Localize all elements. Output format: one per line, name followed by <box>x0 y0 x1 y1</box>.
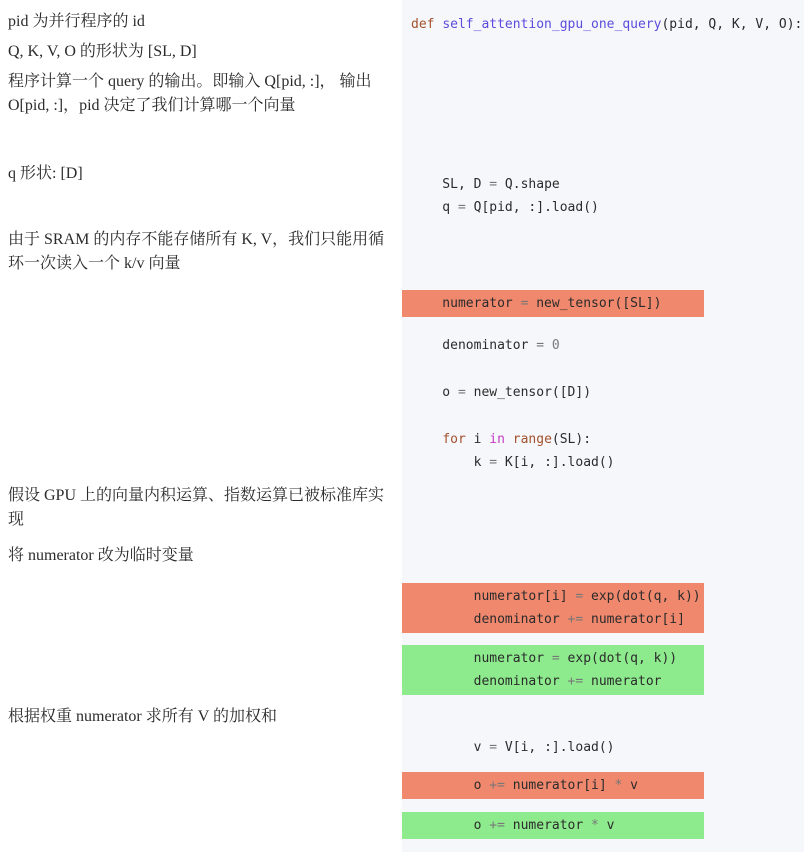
code-token <box>411 432 442 447</box>
code-block <box>402 333 560 358</box>
code-token: v <box>622 778 638 793</box>
code-token: = <box>457 385 466 400</box>
code-token: numerator <box>504 818 592 833</box>
code-line <box>411 814 704 837</box>
code-token: numerator <box>411 296 521 311</box>
code-line <box>411 173 599 196</box>
code-token: = <box>457 200 466 215</box>
code-token: = <box>489 455 498 470</box>
code-token: numerator[i] <box>411 589 576 604</box>
code-line <box>411 608 704 631</box>
code-block <box>402 735 615 760</box>
code-token: 0 <box>551 338 560 353</box>
code-line <box>411 774 704 797</box>
code-block <box>402 380 591 405</box>
code-line <box>411 736 615 759</box>
annotation-note: 假设 GPU 上的向量内积运算、指数运算已被标准库实现 <box>8 487 385 528</box>
code-line <box>411 585 704 608</box>
annotation-note: 根据权重 numerator 求所有 V 的加权和 <box>8 708 278 725</box>
code-token: (SL): <box>551 432 592 447</box>
code-token: exp(dot(q, k)) <box>559 651 678 666</box>
code-token: = <box>489 740 498 755</box>
code-token: denominator <box>411 612 568 627</box>
code-block <box>402 172 599 220</box>
code-line <box>411 428 615 451</box>
code-token: numerator <box>583 674 662 689</box>
code-token: denominator <box>411 674 568 689</box>
code-token: v <box>411 740 490 755</box>
code-token: v <box>598 818 615 833</box>
code-token: o <box>411 818 490 833</box>
code-block-removed <box>402 290 704 317</box>
code-line <box>411 196 599 219</box>
code-token: k <box>411 455 490 470</box>
code-panel <box>402 0 804 852</box>
code-block <box>402 12 802 37</box>
annotation-note: 将 numerator 改为临时变量 <box>8 547 194 564</box>
code-token <box>505 432 513 447</box>
code-token: o <box>411 778 490 793</box>
code-token: K[i, :].load() <box>497 455 615 470</box>
code-line <box>411 451 615 474</box>
code-token: Q.shape <box>497 177 560 192</box>
code-token: i <box>465 432 490 447</box>
code-token: V[i, :].load() <box>497 740 615 755</box>
code-token: new_tensor([SL]) <box>528 296 662 311</box>
code-token <box>544 338 552 353</box>
code-token: new_tensor([D]) <box>465 385 592 400</box>
code-token: q <box>411 200 458 215</box>
code-token: numerator <box>411 651 552 666</box>
code-block-removed <box>402 772 704 799</box>
code-token: += <box>567 612 584 627</box>
code-line <box>411 647 704 670</box>
code-block-added <box>402 812 704 839</box>
code-token: = <box>489 177 498 192</box>
code-token: numerator[i] <box>504 778 615 793</box>
code-line <box>411 334 560 357</box>
annotation-note: q 形状: [D] <box>8 165 83 182</box>
annotation-note: 由于 SRAM 的内存不能存储所有 K, V，我们只能用循环一次读入一个 k/v 向量 <box>8 231 385 272</box>
code-line <box>411 13 802 36</box>
code-token: self_attention_gpu_one_query <box>442 17 662 32</box>
code-token: for <box>442 432 466 447</box>
code-token: def <box>411 17 443 32</box>
code-token: range <box>512 432 552 447</box>
code-token: = <box>520 296 529 311</box>
code-line <box>411 292 704 315</box>
code-token: (pid, Q, K, V, O): <box>661 17 803 32</box>
code-block-added <box>402 645 704 695</box>
code-token: * <box>591 818 599 833</box>
code-block <box>402 427 615 475</box>
code-token: = <box>575 589 584 604</box>
code-line <box>411 381 591 404</box>
annotation-column <box>0 0 402 863</box>
code-block-removed <box>402 583 704 633</box>
code-token: = <box>536 338 545 353</box>
code-token: += <box>567 674 584 689</box>
annotation-note: Q, K, V, O 的形状为 [SL, D] <box>8 43 197 60</box>
code-token: denominator <box>411 338 537 353</box>
code-token: SL, D <box>411 177 490 192</box>
code-token: += <box>489 778 505 793</box>
code-token: numerator[i] <box>583 612 685 627</box>
code-token: o <box>411 385 458 400</box>
code-line <box>411 670 704 693</box>
code-token: += <box>489 818 505 833</box>
code-token: in <box>489 432 505 447</box>
annotation-note: pid 为并行程序的 id <box>8 13 145 30</box>
code-token: exp(dot(q, k)) <box>583 589 701 604</box>
code-token: = <box>551 651 560 666</box>
annotation-note: 程序计算一个 query 的输出。即输入 Q[pid, :]， 输出 O[pid, :]，pid 决定了我们计算哪一个向量 <box>8 73 372 114</box>
code-token: Q[pid, :].load() <box>465 200 599 215</box>
code-token: * <box>614 778 623 793</box>
